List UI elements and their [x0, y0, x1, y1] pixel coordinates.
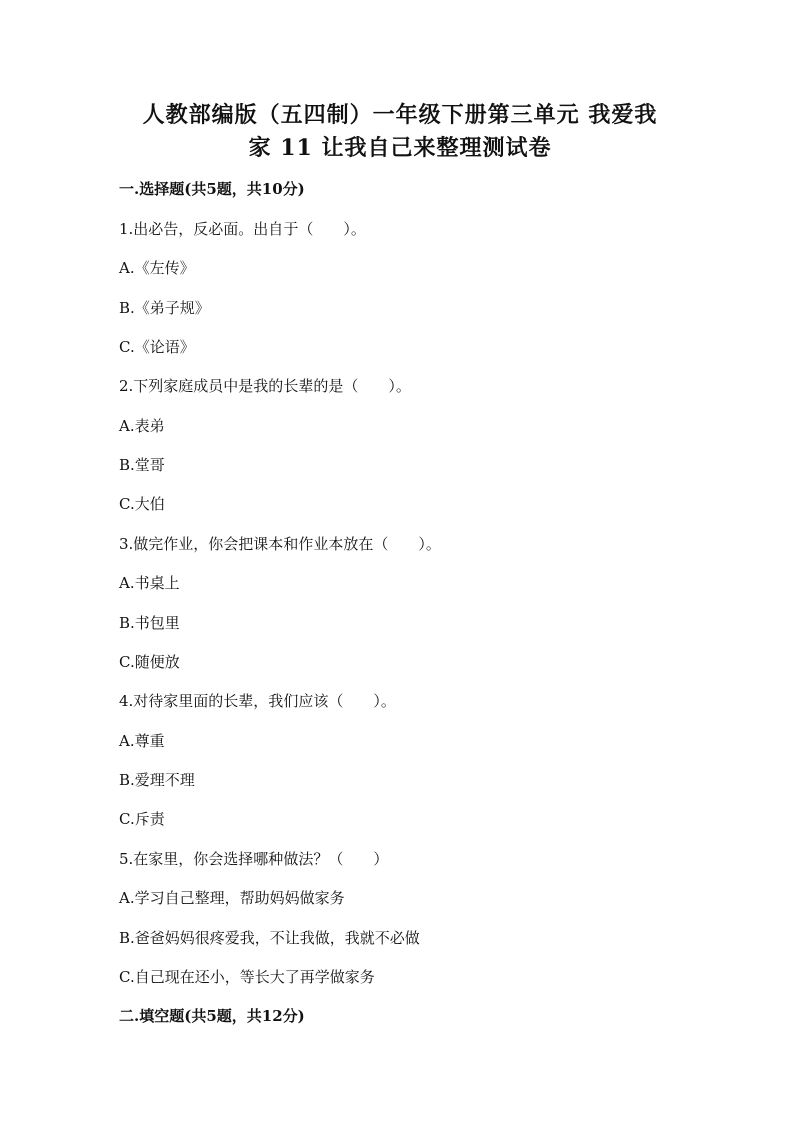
question-2-option-a: A.表弟 [119, 417, 165, 435]
question-4-option-c: C.斥责 [119, 810, 165, 828]
question-3-option-b: B.书包里 [119, 614, 180, 632]
question-5-option-a: A.学习自己整理，帮助妈妈做家务 [119, 889, 345, 907]
question-5-option-c: C.自己现在还小，等长大了再学做家务 [119, 968, 375, 986]
question-4-option-b: B.爱理不理 [119, 771, 195, 789]
question-1-option-b: B.《弟子规》 [119, 299, 210, 317]
question-3-stem: 3.做完作业，你会把课本和作业本放在（ ）。 [119, 535, 441, 553]
section-heading-fill-in-blank: 二.填空题(共5题，共12分) [119, 1007, 305, 1025]
question-2-option-b: B.堂哥 [119, 456, 165, 474]
question-2-option-c: C.大伯 [119, 495, 165, 513]
question-4-option-a: A.尊重 [119, 732, 165, 750]
question-5-stem: 5.在家里，你会选择哪种做法？（ ） [119, 850, 389, 868]
question-4-stem: 4.对待家里面的长辈，我们应该（ ）。 [119, 692, 396, 710]
question-3-option-a: A.书桌上 [119, 574, 180, 592]
question-2-stem: 2.下列家庭成员中是我的长辈的是（ ）。 [119, 377, 411, 395]
document-title-line-1: 人教部编版（五四制）一年级下册第三单元 我爱我 [142, 102, 658, 128]
question-1-option-c: C.《论语》 [119, 338, 195, 356]
document-title-line-2: 家 11 让我自己来整理测试卷 [248, 135, 552, 161]
question-1-stem: 1.出必告，反必面。出自于（ ）。 [119, 220, 366, 238]
question-1-option-a: A.《左传》 [119, 259, 195, 277]
question-5-option-b: B.爸爸妈妈很疼爱我，不让我做，我就不必做 [119, 929, 420, 947]
section-heading-multiple-choice: 一.选择题(共5题，共10分) [119, 180, 305, 198]
question-3-option-c: C.随便放 [119, 653, 180, 671]
